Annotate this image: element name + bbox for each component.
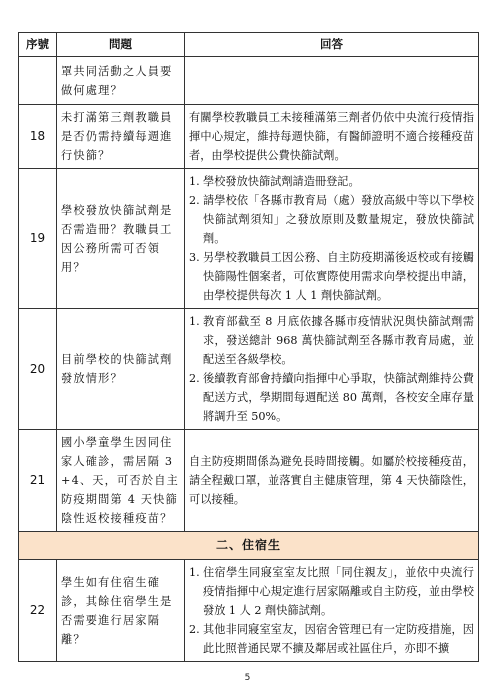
row-number: 20 bbox=[19, 309, 57, 430]
page-number: 5 bbox=[244, 673, 251, 683]
header-num: 序號 bbox=[19, 33, 57, 57]
row-answer: 自主防疫期間係為避免長時間接觸。如屬於校接種疫苗，請全程戴口罩，並落實自主健康管理，第 4 天快篩陰性，可以接種。 bbox=[185, 430, 479, 532]
answer-item: 1. 住宿學生同寢室室友比照「同住親友」，並依中央流行疫情指揮中心規定進行居家隔離或自主防疫，並由學校發放 1 人 2 劑快篩試劑。 bbox=[189, 566, 474, 617]
row-number: 18 bbox=[19, 105, 57, 169]
row-answer: 有關學校教職員工未接種滿第三劑者仍依中央流行疫情指揮中心規定，維持每週快篩，有醫師證明不適合接種疫苗者，由學校提供公費快篩試劑。 bbox=[185, 105, 479, 169]
row-answer bbox=[185, 560, 479, 662]
answer-item: 3. 另學校教職員工因公務、自主防疫期滿後返校或有接觸快篩陽性個案者，可依實際使用需求向學校提出申請，由學校提供每次 1 人 1 劑快篩試劑。 bbox=[189, 251, 474, 302]
row-question: 罩共同活動之人員要做何處理？ bbox=[57, 57, 185, 105]
header-question: 問題 bbox=[57, 33, 185, 57]
header-answer: 回答 bbox=[185, 33, 479, 57]
row-question: 學校發放快篩試劑是否需造冊？教職員工因公務所需可否領用？ bbox=[57, 169, 185, 309]
row-number bbox=[19, 57, 57, 105]
row-question: 學生如有住宿生確診，其餘住宿學生是否需要進行居家隔離？ bbox=[57, 560, 185, 662]
table-row bbox=[19, 105, 479, 169]
table-row bbox=[19, 309, 479, 430]
table-row bbox=[19, 169, 479, 309]
qa-table bbox=[18, 32, 479, 662]
row-question: 未打滿第三劑教職員是否仍需持續每週進行快篩？ bbox=[57, 105, 185, 169]
row-question: 目前學校的快篩試劑發放情形？ bbox=[57, 309, 185, 430]
answer-item: 1. 教育部截至 8 月底依據各縣市疫情狀況與快篩試劑需求，發送總計 968 萬快篩試劑至各縣市教育局處，並配送至各級學校。 bbox=[189, 315, 474, 366]
section-title: 二、住宿生 bbox=[19, 532, 479, 560]
answer-item: 2. 其他非同寢室室友，因宿舍管理已有一定防疫措施，因此比照普通民眾不擴及鄰居或社區住戶，亦即不擴 bbox=[189, 623, 474, 655]
answer-item: 1. 學校發放快篩試劑請造冊登記。 bbox=[189, 175, 360, 188]
answer-item: 2. 後續教育部會持續向指揮中心爭取，快篩試劑維持公費配送方式，學期間每週配送 80 萬劑，各校安全庫存量將調升至 50%。 bbox=[189, 372, 474, 423]
answer-item: 2. 請學校依「各縣市教育局（處）發放高級中等以下學校快篩試劑須知」之發放原則及數量規定，發放快篩試劑。 bbox=[189, 194, 474, 245]
table-row bbox=[19, 57, 479, 105]
table-row bbox=[19, 560, 479, 662]
row-number: 22 bbox=[19, 560, 57, 662]
row-answer bbox=[185, 169, 479, 309]
row-answer bbox=[185, 57, 479, 105]
table-header-row bbox=[19, 33, 479, 57]
row-number: 19 bbox=[19, 169, 57, 309]
row-number: 21 bbox=[19, 430, 57, 532]
row-question: 國小學童學生因同住家人確診，需居隔 3+4、天，可否於自主防疫期間第 4 天快篩陰性返校接種疫苗？ bbox=[57, 430, 185, 532]
section-header-row bbox=[19, 532, 479, 560]
table-row bbox=[19, 430, 479, 532]
row-answer bbox=[185, 309, 479, 430]
